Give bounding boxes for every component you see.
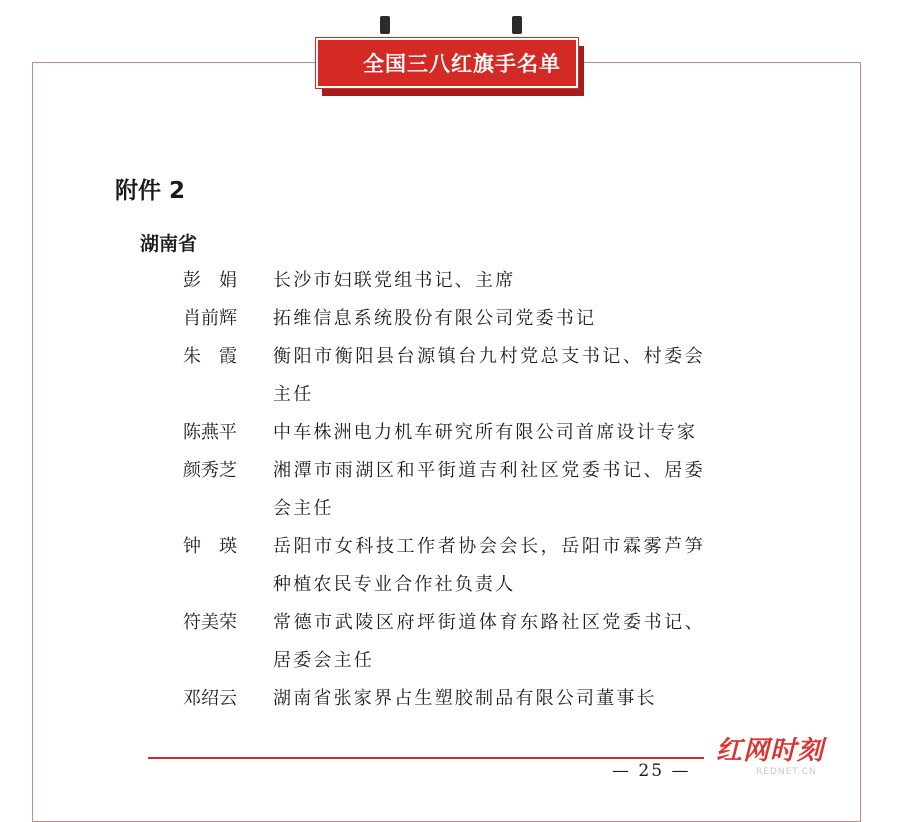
watermark-site: REDNET.CN xyxy=(756,767,817,777)
footer-rule xyxy=(148,757,704,759)
honoree-list xyxy=(183,262,723,718)
list-item xyxy=(183,452,723,528)
list-item xyxy=(183,528,723,604)
honoree-name: 彭娟 xyxy=(183,270,255,291)
honoree-name: 颜秀芝 xyxy=(183,460,237,481)
honoree-title: 衡阳市衡阳县台源镇台九村党总支书记、村委会主任 xyxy=(273,346,705,405)
banner-title: 全国三八红旗手名单 xyxy=(363,52,561,76)
list-item xyxy=(183,604,723,680)
list-item xyxy=(183,300,723,338)
list-item xyxy=(183,414,723,452)
banner-tab-left xyxy=(380,16,390,34)
honoree-title: 湖南省张家界占生塑胶制品有限公司董事长 xyxy=(273,688,657,709)
watermark-logo xyxy=(716,730,866,786)
title-banner xyxy=(316,16,584,96)
honoree-name: 肖前辉 xyxy=(183,308,237,329)
honoree-title: 拓维信息系统股份有限公司党委书记 xyxy=(273,308,597,329)
honoree-name: 陈燕平 xyxy=(183,422,237,443)
banner-box xyxy=(316,38,578,88)
honoree-name: 朱霞 xyxy=(183,346,255,367)
province-heading: 湖南省 xyxy=(140,233,198,255)
honoree-title: 湘潭市雨湖区和平街道吉利社区党委书记、居委会主任 xyxy=(273,460,705,519)
list-item xyxy=(183,338,723,414)
attachment-label: 附件 2 xyxy=(115,178,186,204)
honoree-name: 符美荣 xyxy=(183,612,237,633)
honoree-name: 钟瑛 xyxy=(183,536,255,557)
honoree-title: 常德市武陵区府坪街道体育东路社区党委书记、居委会主任 xyxy=(273,612,705,671)
honoree-title: 长沙市妇联党组书记、主席 xyxy=(273,270,516,291)
banner-tab-right xyxy=(512,16,522,34)
honoree-name: 邓绍云 xyxy=(183,688,237,709)
list-item xyxy=(183,680,723,718)
honoree-title: 中车株洲电力机车研究所有限公司首席设计专家 xyxy=(273,422,698,443)
page-number: — 25 — xyxy=(612,761,691,781)
honoree-title: 岳阳市女科技工作者协会会长，岳阳市霖雾芦笋种植农民专业合作社负责人 xyxy=(273,536,705,595)
list-item xyxy=(183,262,723,300)
watermark-logo-text: 红网时刻 xyxy=(716,736,825,766)
